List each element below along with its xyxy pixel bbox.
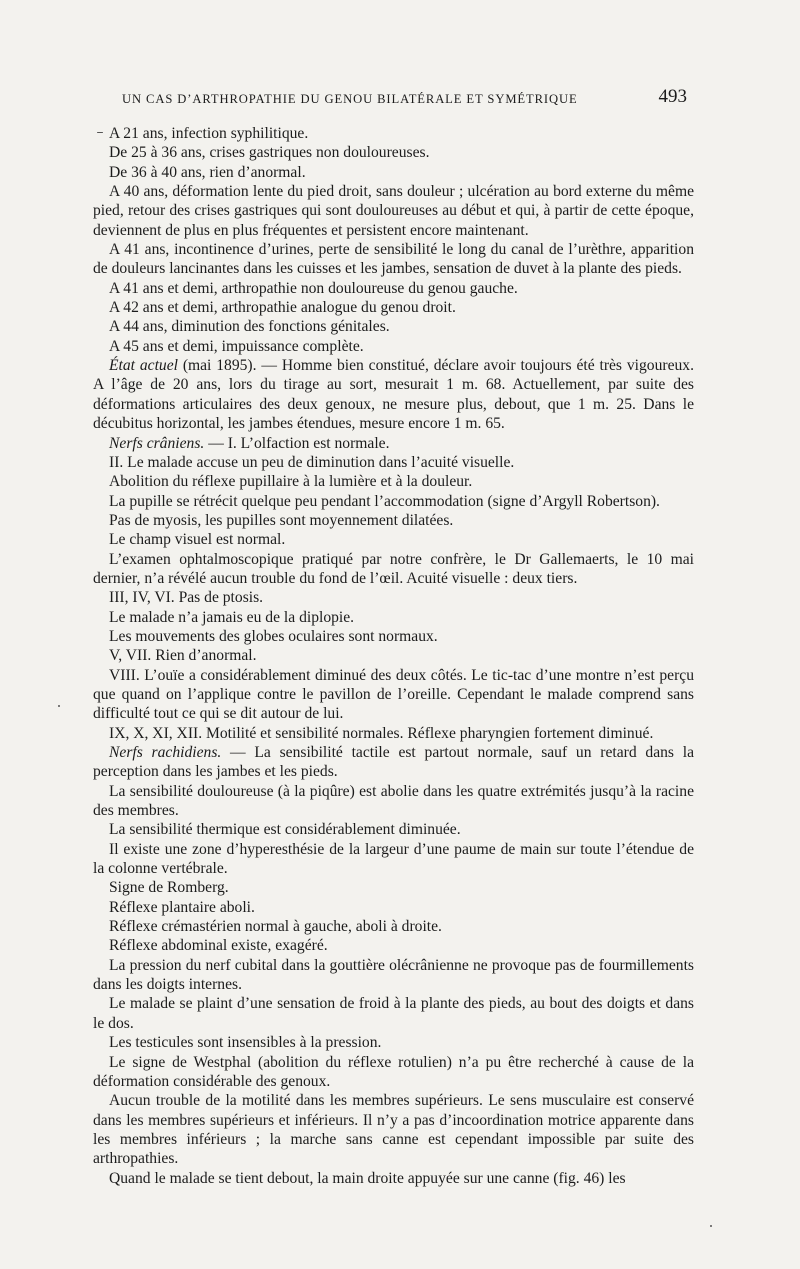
paragraph-text: A 44 ans, diminution des fonctions génitales. [109,318,390,336]
paragraph-lead: Nerfs crâniens. [109,434,205,452]
page-header [122,86,687,110]
paragraph-text: L’examen ophtalmoscopique pratiqué par notre confrère, le Dr Gallemaerts, le 10 mai dernier, n’a révélé aucun trouble du fond de l’œil. Acuité visuelle : deux tiers. [93,550,694,587]
paragraph [93,163,694,182]
paragraph-text: Quand le malade se tient debout, la main droite appuyée sur une canne (fig. 46) les [109,1169,626,1187]
paragraph-text: Le malade n’a jamais eu de la diplopie. [109,608,355,626]
paragraph [93,1033,694,1052]
paragraph-text: A 40 ans, déformation lente du pied droit, sans douleur ; ulcération au bord externe du même pied, retour des crises gastriques qui sont douloureuses au début et qui, à partir de cette époque, deviennent de plus en plus fréquentes et persistent encore maintenant. [93,183,694,239]
paragraph [93,530,694,549]
paragraph [93,646,694,665]
paragraph [93,743,694,782]
paragraph [93,550,694,589]
paragraph [93,356,694,433]
paragraph-text: A 42 ans et demi, arthropathie analogue du genou droit. [109,299,456,317]
paragraph-text: Il existe une zone d’hyperesthésie de la largeur d’une paume de main sur toute l’étendue de la colonne vertébrale. [93,840,694,878]
paragraph-text: IX, X, XI, XII. Motilité et sensibilité normales. Réflexe pharyngien fortement diminué. [109,724,654,742]
paragraph-text: La pupille se rétrécit quelque peu pendant l’accommodation (signe d’Argyll Robertson). [109,492,660,510]
paragraph [93,279,694,298]
paragraph-text: A 21 ans, infection syphilitique. [109,125,309,142]
paragraph-text: La sensibilité douloureuse (à la piqûre) est abolie dans les quatre extrémités jusqu’à la racine des membres. [93,782,694,820]
paragraph [93,627,694,646]
paragraph [93,472,694,491]
paragraph-text: A 41 ans et demi, arthropathie non douloureuse du genou gauche. [109,279,518,297]
paragraph [93,820,694,839]
paragraph [93,317,694,336]
print-speck [710,1225,712,1227]
paragraph-text: Le champ visuel est normal. [109,531,286,549]
paragraph [93,724,694,743]
paragraph [93,1091,694,1168]
print-speck [58,705,60,707]
paragraph [93,917,694,936]
paragraph [93,453,694,472]
paragraph-text: VIII. L’ouïe a considérablement diminué des deux côtés. Le tic-tac d’une montre n’est perçu que quand on l’applique contre le pavillon de l’oreille. Cependant le malade comprend sans difficulté tout ce qui se dit autour de lui. [93,666,694,723]
print-speck [97,132,103,133]
paragraph [93,608,694,627]
paragraph [93,840,694,879]
paragraph-text: Pas de myosis, les pupilles sont moyennement dilatées. [109,511,454,529]
paragraph-text: De 25 à 36 ans, crises gastriques non douloureuses. [109,144,430,162]
paragraph [93,956,694,995]
paragraph-text: Abolition du réflexe pupillaire à la lumière et à la douleur. [109,473,473,491]
paragraph [93,994,694,1033]
paragraph-text: Le signe de Westphal (abolition du réflexe rotulien) n’a pu être recherché à cause de la déformation considérable des genoux. [93,1053,694,1090]
running-title: UN CAS D’ARTHROPATHIE DU GENOU BILATÉRALE ET SYMÉTRIQUE [122,92,578,106]
paragraph [93,124,694,143]
paragraph [93,492,694,511]
paragraph-text: Réflexe abdominal existe, exagéré. [109,937,328,955]
paragraph-text: Aucun trouble de la motilité dans les membres supérieurs. Le sens musculaire est conservé dans les membres supérieurs et inférieurs. Il n’y a pas d’incoordination motrice apparente dans les membres inférieurs ; la marche sans canne est cependant impossible par suite des arthropathies. [93,1092,694,1168]
paragraph [93,666,694,724]
paragraph-text: — I. L’olfaction est normale. [204,434,390,452]
paragraph [93,434,694,453]
paragraph-text: A 41 ans, incontinence d’urines, perte de sensibilité le long du canal de l’urèthre, apparition de douleurs lancinantes dans les cuisses et les jambes, sensation de duvet à la plante des pieds. [93,241,694,278]
paragraph [93,588,694,607]
paragraph [93,182,694,240]
paragraph-text: Signe de Romberg. [109,879,229,897]
paragraph-text: La sensibilité thermique est considérablement diminuée. [109,821,461,839]
paragraph [93,1169,694,1188]
paragraph-text: Réflexe crémastérien normal à gauche, aboli à droite. [109,918,442,936]
paragraph [93,782,694,821]
paragraph-lead: Nerfs rachidiens. [109,744,222,761]
paragraph-text: II. Le malade accuse un peu de diminution dans l’acuité visuelle. [109,453,515,471]
paragraph-text: III, IV, VI. Pas de ptosis. [109,589,264,607]
paragraph [93,337,694,356]
paragraph-text: Les mouvements des globes oculaires sont normaux. [109,627,438,645]
paragraph [93,878,694,897]
paragraph-text: A 45 ans et demi, impuissance complète. [109,337,364,355]
paragraph-text: — La sensibilité tactile est partout normale, sauf un retard dans la perception dans les jambes et les pieds. [93,744,694,781]
paragraph-text: Réflexe plantaire aboli. [109,898,255,916]
paragraph-lead: État actuel [109,357,178,375]
paragraph [93,298,694,317]
paragraph [93,240,694,279]
paragraph [93,936,694,955]
paragraph-text: Les testicules sont insensibles à la pression. [109,1034,382,1052]
paragraph-text: V, VII. Rien d’anormal. [109,647,257,665]
paragraph [93,898,694,917]
paragraph-text: La pression du nerf cubital dans la gouttière olécrânienne ne provoque pas de fourmillements dans les doigts internes. [93,956,694,994]
page-number: 493 [658,86,687,107]
body-text [93,124,694,1188]
paragraph-text: (mai 1895). — Homme bien constitué, déclare avoir toujours été très vigoureux. A l’âge de 20 ans, lors du tirage au sort, mesurait 1 m. 68. Actuellement, par suite des déformations articulaires des deux genoux, ne mesure plus, debout, que 1 m. 25. Dans le décubitus horizontal, les jambes étendues, mesure encore 1 m. 65. [93,357,694,433]
paragraph [93,511,694,530]
paragraph [93,143,694,162]
paragraph-text: Le malade se plaint d’une sensation de froid à la plante des pieds, au bout des doigts et dans le dos. [93,995,694,1032]
paragraph [93,1053,694,1092]
paragraph-text: De 36 à 40 ans, rien d’anormal. [109,163,306,181]
